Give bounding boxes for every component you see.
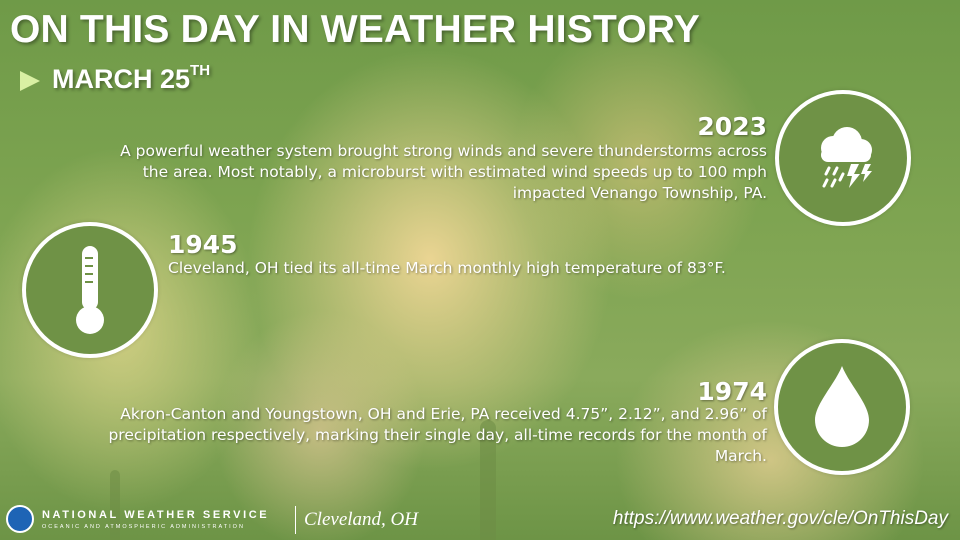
play-arrow-icon bbox=[20, 71, 40, 91]
footer-divider bbox=[295, 506, 296, 534]
event-text-1974: Akron-Canton and Youngstown, OH and Erie, PA received 4.75”, 2.12”, and 2.96” of precipitation respectively, marking their single day, all-time records for the month of March. bbox=[108, 405, 767, 465]
thermometer-icon bbox=[22, 222, 158, 358]
event-year-2023: 2023 bbox=[697, 112, 767, 141]
raindrop-icon bbox=[774, 339, 910, 475]
thunderstorm-icon bbox=[775, 90, 911, 226]
page-title: ON THIS DAY IN WEATHER HISTORY bbox=[10, 8, 701, 51]
event-year-1974: 1974 bbox=[697, 377, 767, 406]
date-label: MARCH 25TH bbox=[52, 62, 211, 94]
noaa-logo-icon bbox=[6, 505, 34, 533]
event-text-1945: Cleveland, OH tied its all-time March monthly high temperature of 83°F. bbox=[168, 259, 726, 277]
event-text-2023: A powerful weather system brought strong winds and severe thunderstorms across the area. Most notably, a microburst with estimated wind speeds up to 100 mph impacted Venango Township, PA. bbox=[120, 142, 767, 202]
office-name: Cleveland, OH bbox=[304, 509, 418, 530]
agency-name: NATIONAL WEATHER SERVICE bbox=[42, 509, 270, 521]
date-row bbox=[20, 64, 210, 95]
event-year-1945: 1945 bbox=[168, 230, 238, 259]
url-link[interactable]: https://www.weather.gov/cle/OnThisDay bbox=[612, 508, 948, 529]
agency-subtitle: OCEANIC AND ATMOSPHERIC ADMINISTRATION bbox=[42, 524, 245, 530]
